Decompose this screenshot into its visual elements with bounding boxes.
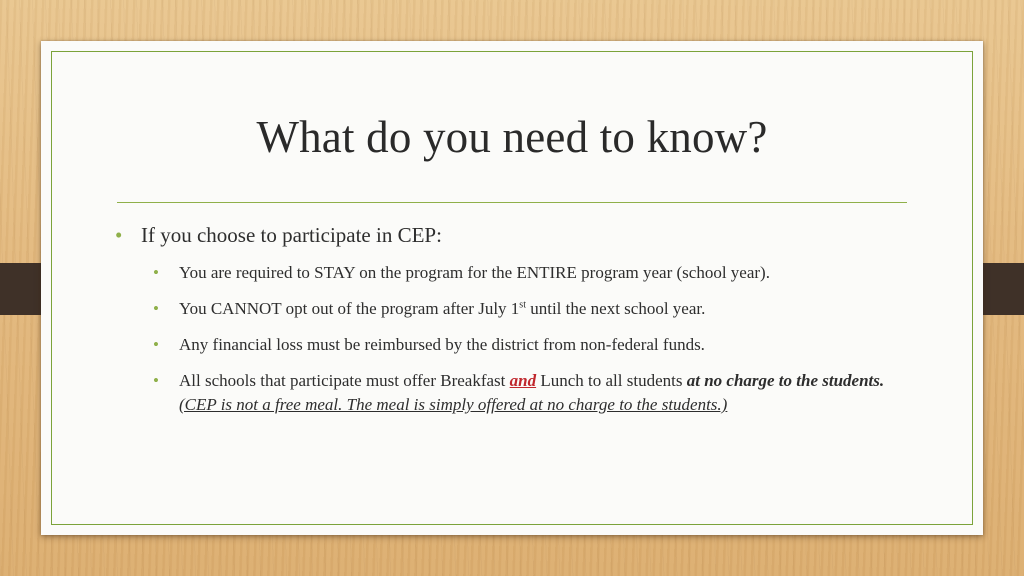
emphasis-no-charge: at no charge to the students. <box>686 371 885 390</box>
main-bullet-item <box>115 221 915 249</box>
sub-bullet-text-2-start: You CANNOT opt out of the program after July 1 <box>179 299 520 318</box>
ordinal-suffix: st <box>519 299 526 311</box>
clarification-note: (CEP is not a free meal. The meal is simply offered at no charge to the students.) <box>179 395 728 414</box>
slide-title: What do you need to know? <box>256 112 768 162</box>
sub-bullet-list <box>153 261 915 417</box>
sub-bullet-item-2 <box>153 297 915 321</box>
slide-content <box>115 221 915 429</box>
sub-bullet-item-3 <box>153 333 915 357</box>
bullet-icon: • <box>153 335 159 354</box>
sub-bullet-item-4 <box>153 369 915 417</box>
sub-bullet-text-3: Any financial loss must be reimbursed by the district from non-federal funds. <box>179 335 705 354</box>
sub-bullet-text-4-middle: Lunch to all students <box>536 371 687 390</box>
title-divider <box>117 202 907 203</box>
bullet-icon: • <box>153 263 159 282</box>
emphasis-and: and <box>509 371 537 390</box>
sub-bullet-text-2-end: until the next school year. <box>525 299 706 318</box>
bullet-icon: • <box>115 223 123 247</box>
sub-bullet-text-4-start: All schools that participate must offer Breakfast <box>179 371 510 390</box>
slide-paper <box>41 41 983 535</box>
bullet-icon: • <box>153 299 159 318</box>
sub-bullet-text-1: You are required to STAY on the program for the ENTIRE program year (school year). <box>179 263 770 282</box>
sub-bullet-item-1 <box>153 261 915 285</box>
bullet-icon: • <box>153 371 159 390</box>
main-bullet-text: If you choose to participate in CEP: <box>141 223 442 247</box>
